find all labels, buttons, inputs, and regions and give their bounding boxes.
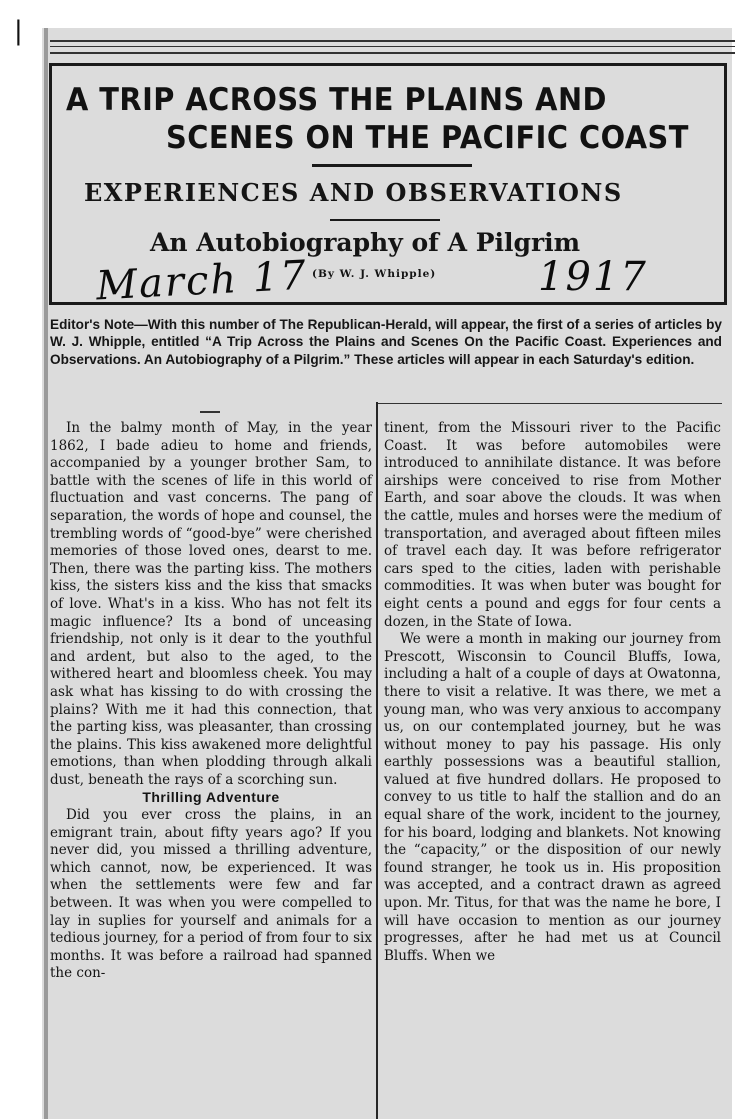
margin-mark: | [14, 16, 23, 46]
right-paragraph-1: tinent, from the Missouri river to the Pacific Coast. It was before automobiles were introduced to annihilate distance. It was before airships were conceived to rise from Mother Earth, and soar above the clouds. It was when the cattle, mules and horses were the medium of transportation, and averaged about fifteen miles of travel each day. It was before refrigerator cars sped to the cities, laden with perishable commodities. It was when buter was bought for eight cents a pound and eggs for four cents a dozen, in the State of Iowa. [384, 420, 721, 630]
handwritten-year: 1917 [538, 254, 648, 300]
section-heading: Thrilling Adventure [142, 789, 280, 806]
editor-note: Editor's Note—With this number of The Republican-Herald, will appear, the first of a series of articles by W. J. Whipple, entitled “A Trip Across the Plains and Scenes On the Pacific Coast. Experiences and Observations. An Autobiography of a Pilgrim.” These articles will appear in each Saturday's edition. [50, 317, 722, 367]
headline-line-2: SCENES ON THE PACIFIC COAST [166, 120, 689, 156]
column-divider [376, 402, 378, 1119]
subheadline: EXPERIENCES AND OBSERVATIONS [84, 178, 623, 207]
top-rule [50, 40, 735, 42]
byline: (By W. J. Whipple) [312, 268, 437, 280]
right-column-top-rule [378, 403, 722, 404]
top-rule-thin [50, 46, 735, 47]
left-paragraph-1: In the balmy month of May, in the year 1862, I bade adieu to home and friends, accompanied by a younger brother Sam, to battle with the scenes of life in this world of fluctuation and vast concerns. The pang of separation, the words of hope and counsel, the trembling words of “good-bye” were cherished memories of those loved ones, dearst to me. Then, there was the parting kiss. The mothers kiss, the sisters kiss and the kiss that smacks of love. What's in a kiss. Who has not felt its magic influence? Its a bond of unceasing friendship, not only is it dear to the youthful and ardent, but also to the aged, to the withered heart and bloomless cheek. You may ask what has kissing to do with crossing the plains? With me it had this connection, that the parting kiss, was pleasanter, than crossing the plains. This kiss awakened more delightful emotions, than when plodding through alkali dust, beneath the rays of a scorching sun. [50, 420, 372, 788]
headline-divider [312, 164, 472, 167]
right-paragraph-2: We were a month in making our journey from Prescott, Wisconsin to Council Bluffs, Iowa, including a halt of a couple of days at Owatonna, there to visit a relative. It was there, we met a young man, who was very anxious to accompany us, on our contemplated journey, but he was without money to pay his passage. His only earthly possessions was a beautiful stallion, valued at five hundred dollars. He proposed to convey to us title to half the stallion and do an equal share of the work, incident to the journey, for his board, lodging and blankets. Not knowing the “capacity,” or the disposition of our newly found stranger, he took us in. His proposition was accepted, and a contract drawn as agreed upon. Mr. Titus, for that was the name he bore, I will have occasion to mention as our journey progresses, after he had met us at Council Bluffs. When we [384, 631, 721, 964]
left-paragraph-2: Did you ever cross the plains, in an emigrant train, about fifty years ago? If you never did, you missed a thrilling adventure, which cannot, now, be experienced. It was when the settlements were few and far between. It was when you were compelled to lay in suplies for yourself and animals for a tedious journey, for a period of from four to six months. It was before a railroad had spanned the con- [50, 807, 372, 982]
note-dash [200, 411, 220, 413]
top-rule-lower [50, 52, 735, 54]
clipping-edge-shadow [44, 28, 48, 1119]
subhead-divider [330, 219, 440, 221]
right-column [384, 420, 721, 965]
left-column [50, 420, 372, 983]
handwritten-date: March 17 [94, 252, 309, 310]
headline-line-1: A TRIP ACROSS THE PLAINS AND [66, 82, 607, 118]
autobiography-title: An Autobiography of A Pilgrim [150, 228, 581, 257]
